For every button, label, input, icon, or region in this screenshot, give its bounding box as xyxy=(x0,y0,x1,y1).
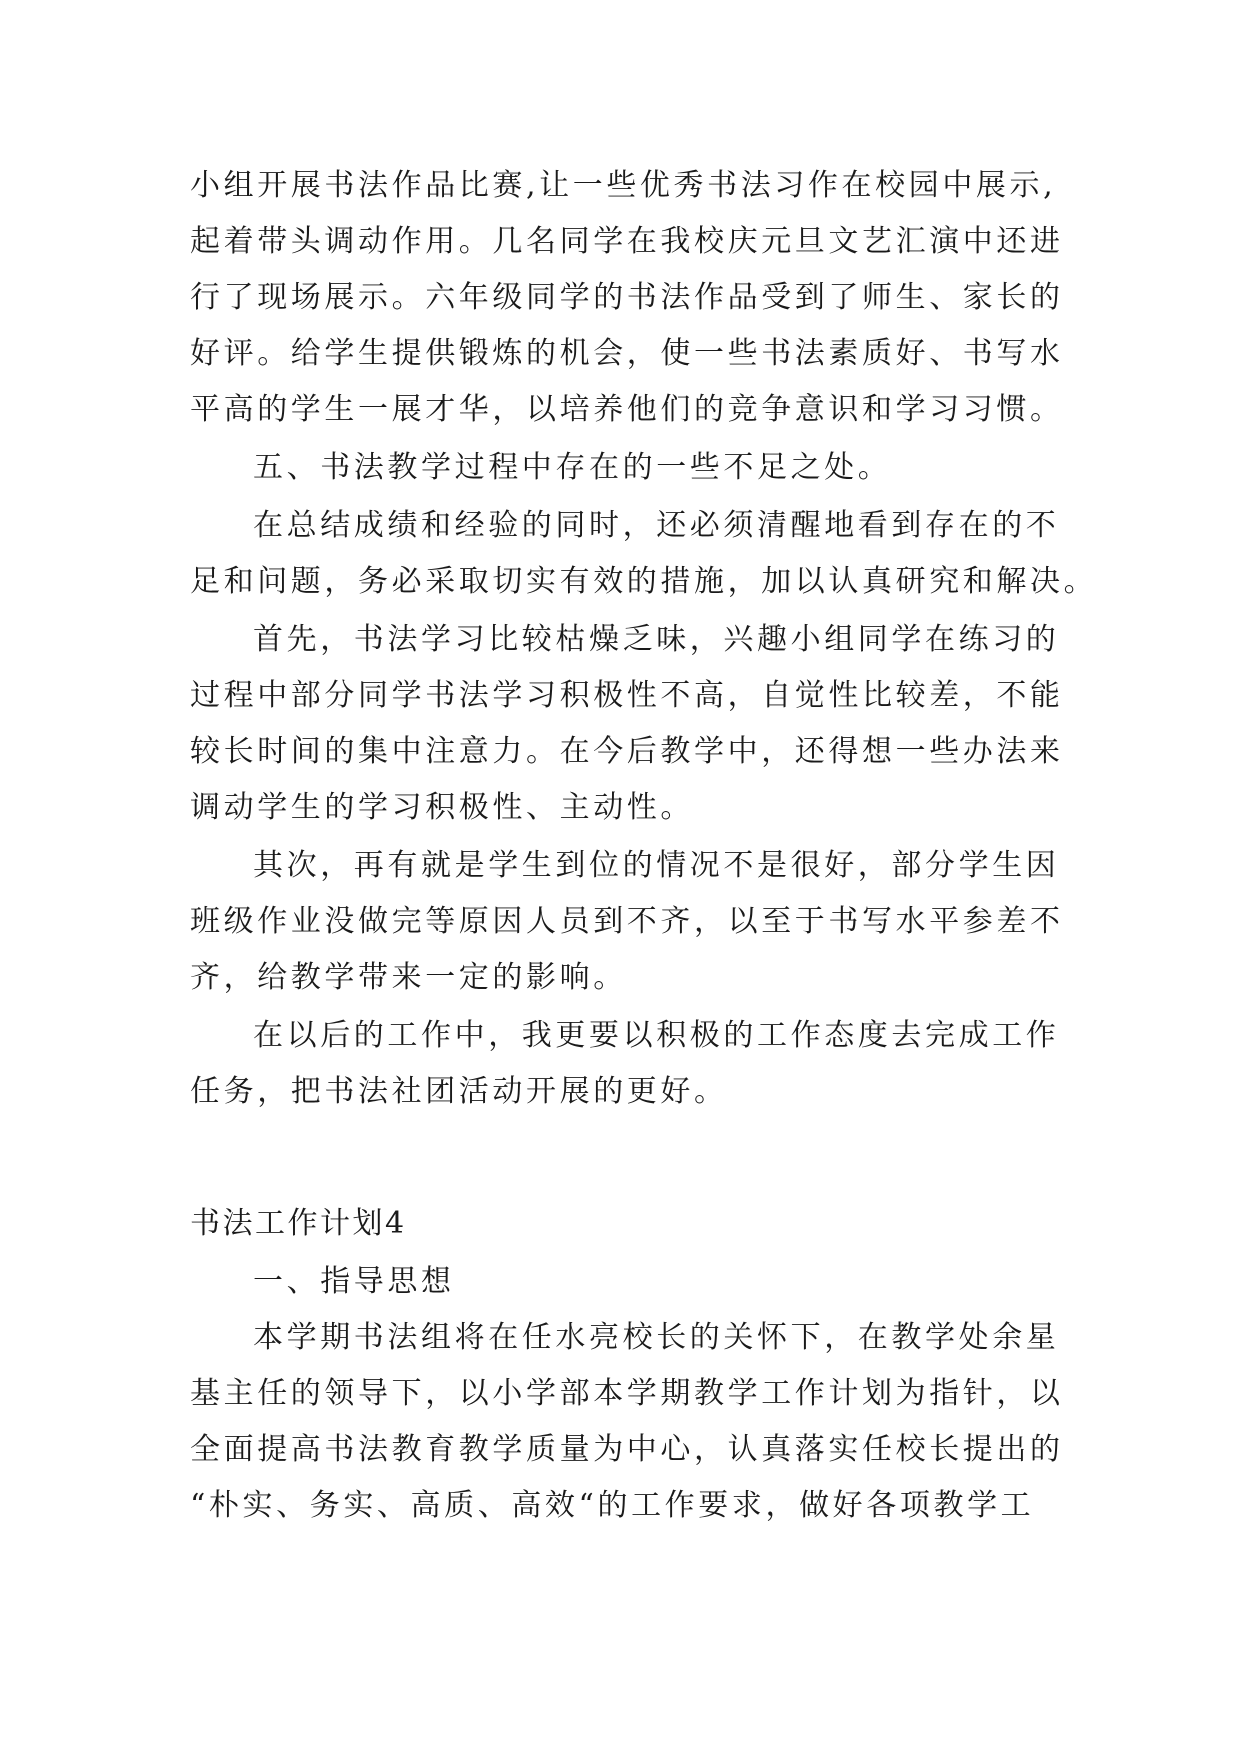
section-heading: 一、指导思想 xyxy=(253,1264,455,1299)
paragraph-line: “朴实、务实、高质、高效“的工作要求，做好各项教学工 xyxy=(190,1488,1035,1523)
paragraph-line: 本学期书法组将在任水亮校长的关怀下，在教学处余星 xyxy=(253,1320,1060,1355)
paragraph-line: 足和问题，务必采取切实有效的措施，加以认真研究和解决。 xyxy=(190,564,1098,599)
paragraph-line: 小组开展书法作品比赛,让一些优秀书法习作在校园中展示, xyxy=(190,168,1057,203)
paragraph-line: 全面提高书法教育教学质量为中心，认真落实任校长提出的 xyxy=(190,1432,1064,1467)
document-title: 书法工作计划4 xyxy=(190,1206,407,1241)
paragraph-line: 在以后的工作中，我更要以积极的工作态度去完成工作 xyxy=(253,1018,1060,1053)
paragraph-line: 班级作业没做完等原因人员到不齐，以至于书写水平参差不 xyxy=(190,904,1064,939)
paragraph-line: 较长时间的集中注意力。在今后教学中，还得想一些办法来 xyxy=(190,734,1064,769)
paragraph-line: 基主任的领导下，以小学部本学期教学工作计划为指针，以 xyxy=(190,1376,1064,1411)
paragraph-line: 在总结成绩和经验的同时，还必须清醒地看到存在的不 xyxy=(253,508,1060,543)
paragraph-line: 调动学生的学习积极性、主动性。 xyxy=(190,790,694,825)
paragraph-line: 其次，再有就是学生到位的情况不是很好，部分学生因 xyxy=(253,848,1060,883)
paragraph-line: 平高的学生一展才华，以培养他们的竞争意识和学习习惯。 xyxy=(190,392,1064,427)
paragraph-line: 过程中部分同学书法学习积极性不高，自觉性比较差，不能 xyxy=(190,678,1064,713)
paragraph-line: 起着带头调动作用。几名同学在我校庆元旦文艺汇演中还进 xyxy=(190,224,1064,259)
paragraph-line: 任务，把书法社团活动开展的更好。 xyxy=(190,1074,728,1109)
paragraph-line: 好评。给学生提供锻炼的机会，使一些书法素质好、书写水 xyxy=(190,336,1064,371)
paragraph-line: 齐，给教学带来一定的影响。 xyxy=(190,960,627,995)
paragraph-line: 首先，书法学习比较枯燥乏味，兴趣小组同学在练习的 xyxy=(253,622,1060,657)
section-heading: 五、书法教学过程中存在的一些不足之处。 xyxy=(253,450,892,485)
paragraph-line: 行了现场展示。六年级同学的书法作品受到了师生、家长的 xyxy=(190,280,1064,315)
